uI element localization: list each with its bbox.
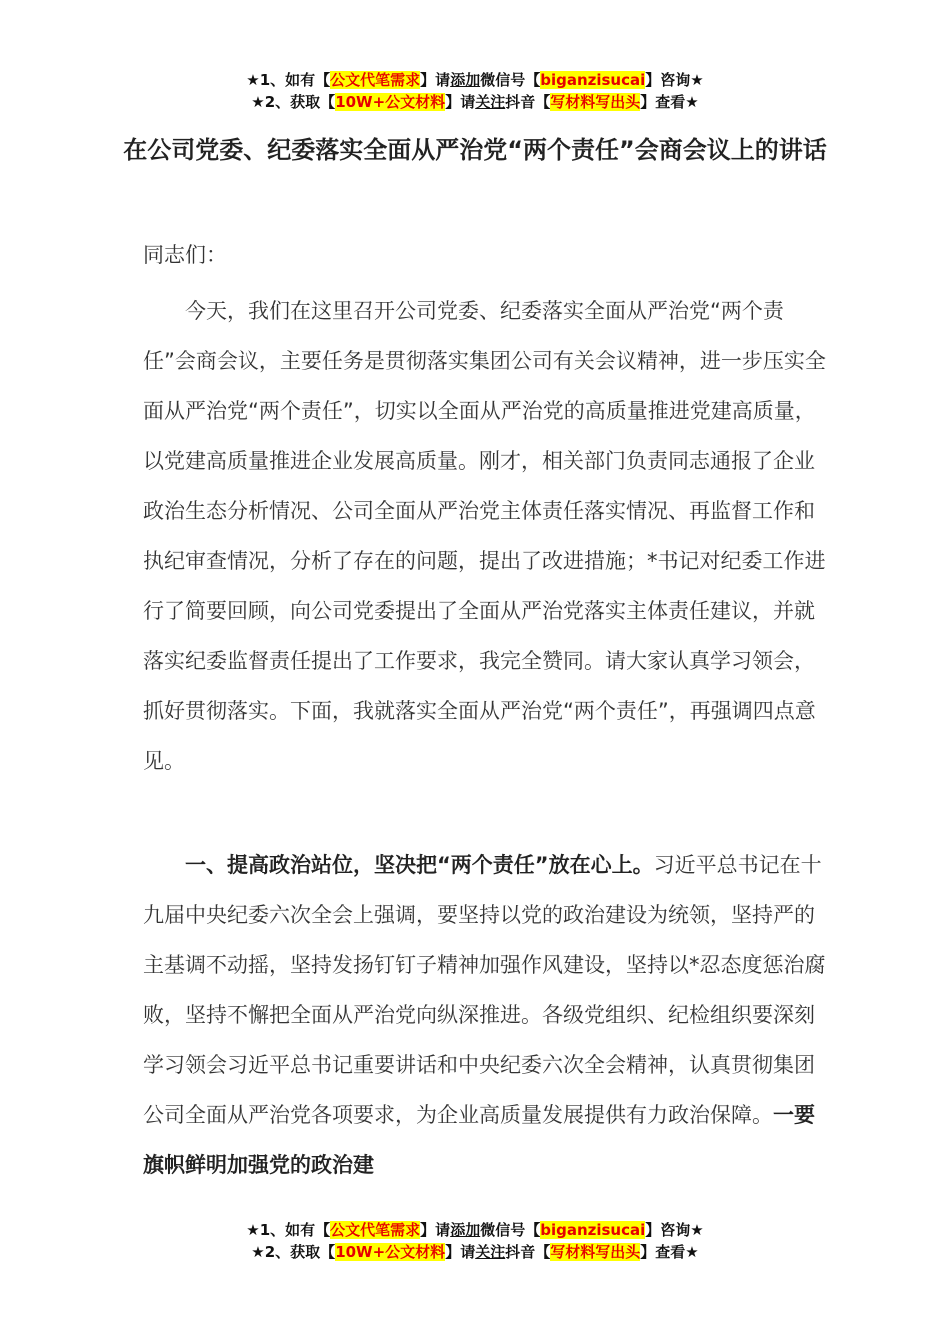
section-subheading: 一要旗帜鲜明加强党的政治建 (143, 1103, 815, 1177)
highlight-materials: 10W+公文材料 (335, 93, 446, 111)
document-title: 在公司党委、纪委落实全面从严治党“两个责任”会商会议上的讲话 (123, 136, 827, 164)
underlined-follow: 关注 (475, 93, 506, 111)
banner-text: 】查看★ (640, 1243, 699, 1261)
banner-text: 抖音【 (505, 1243, 551, 1261)
banner-text: ★2、获取【 (251, 1243, 336, 1261)
wechat-id[interactable]: biganzisucai (540, 1221, 646, 1239)
banner-line-1 (0, 1219, 950, 1241)
banner-text: 微信号【 (480, 1221, 541, 1239)
banner-text: 】请 (420, 1221, 451, 1239)
banner-text: ★2、获取【 (251, 93, 336, 111)
banner-line-2 (0, 91, 950, 113)
highlight-ghostwriting: 公文代笔需求 (330, 1221, 421, 1239)
douyin-account[interactable]: 写材料写出头 (550, 1243, 641, 1261)
section-body: 习近平总书记在十九届中央纪委六次全会上强调，要坚持以党的政治建设为统领，坚持严的主基调不动摇，坚持发扬钉钉子精神加强作风建设，坚持以*忍态度惩治腐败，坚持不懈把全面从严治党向纵深推进。各级党组织、纪检组织要深刻学习领会习近平总书记重要讲话和中央纪委六次全会精神，认真贯彻集团公司全面从严治党各项要求，为企业高质量发展提供有力政治保障。 (143, 853, 826, 1127)
banner-text: 】请 (445, 1243, 476, 1261)
banner-text: 】查看★ (640, 93, 699, 111)
footer-banner (0, 1219, 950, 1263)
underlined-add: 添加 (450, 1221, 481, 1239)
douyin-account[interactable]: 写材料写出头 (550, 93, 641, 111)
paragraph-section-one (143, 840, 833, 1190)
banner-text: 】咨询★ (645, 1221, 704, 1239)
paragraph-intro: 今天，我们在这里召开公司党委、纪委落实全面从严治党“两个责任”会商会议，主要任务是贯彻落实集团公司有关会议精神，进一步压实全面从严治党“两个责任”，切实以全面从严治党的高质量推进党建高质量，以党建高质量推进企业发展高质量。刚才，相关部门负责同志通报了企业政治生态分析情况、公司全面从严治党主体责任落实情况、再监督工作和执纪审查情况，分析了存在的问题，提出了改进措施；*书记对纪委工作进行了简要回顾，向公司党委提出了全面从严治党落实主体责任建议，并就落实纪委监督责任提出了工作要求，我完全赞同。请大家认真学习领会，抓好贯彻落实。下面，我就落实全面从严治党“两个责任”，再强调四点意见。 (143, 299, 826, 773)
banner-text: 】请 (420, 71, 451, 89)
banner-text: 微信号【 (480, 71, 541, 89)
banner-text: 】咨询★ (645, 71, 704, 89)
banner-text: ★1、如有【 (246, 1221, 331, 1239)
banner-line-1 (0, 69, 950, 91)
wechat-id[interactable]: biganzisucai (540, 71, 646, 89)
greeting: 同志们： (143, 243, 227, 267)
header-banner (0, 69, 950, 113)
highlight-materials: 10W+公文材料 (335, 1243, 446, 1261)
banner-text: ★1、如有【 (246, 71, 331, 89)
banner-text: 抖音【 (505, 93, 551, 111)
underlined-add: 添加 (450, 71, 481, 89)
underlined-follow: 关注 (475, 1243, 506, 1261)
section-heading: 一、提高政治站位，坚决把“两个责任”放在心上。 (185, 853, 654, 877)
banner-text: 】请 (445, 93, 476, 111)
highlight-ghostwriting: 公文代笔需求 (330, 71, 421, 89)
banner-line-2 (0, 1241, 950, 1263)
